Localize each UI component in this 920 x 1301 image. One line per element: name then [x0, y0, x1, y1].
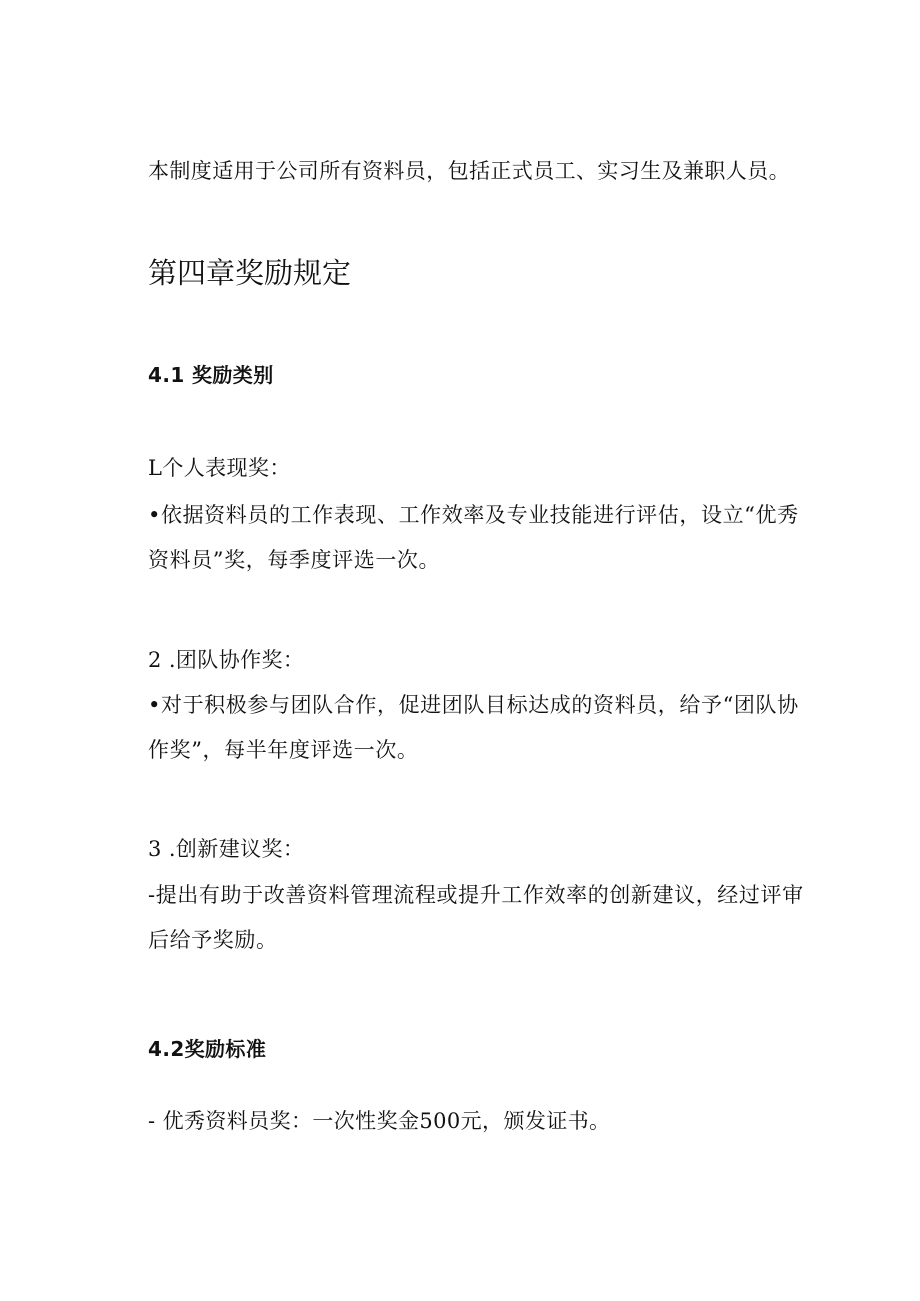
award-3-description: -提出有助于改善资料管理流程或提升工作效率的创新建议，经过评审后给予奖励。 — [148, 883, 804, 952]
standard-1: - 优秀资料员奖：一次性奖金500元，颁发证书。 — [148, 1109, 611, 1133]
section-4-2-heading: 4.2奖励标准 — [148, 1037, 267, 1061]
section-4-1-heading: 4.1 奖励类别 — [148, 363, 274, 387]
scope-paragraph: 本制度适用于公司所有资料员，包括正式员工、实习生及兼职人员。 — [148, 159, 790, 183]
award-1-title: L个人表现奖： — [148, 456, 291, 480]
award-3-title: 3 .创新建议奖： — [148, 837, 305, 861]
chapter-title: 第四章奖励规定 — [148, 256, 352, 290]
award-2-title: 2 .团队协作奖： — [148, 648, 305, 672]
award-1-description: •依据资料员的工作表现、工作效率及专业技能进行评估，设立“优秀资料员”奖，每季度评选一次。 — [148, 503, 799, 572]
award-2-description: •对于积极参与团队合作，促进团队目标达成的资料员，给予“团队协作奖”，每半年度评选一次。 — [148, 693, 799, 762]
